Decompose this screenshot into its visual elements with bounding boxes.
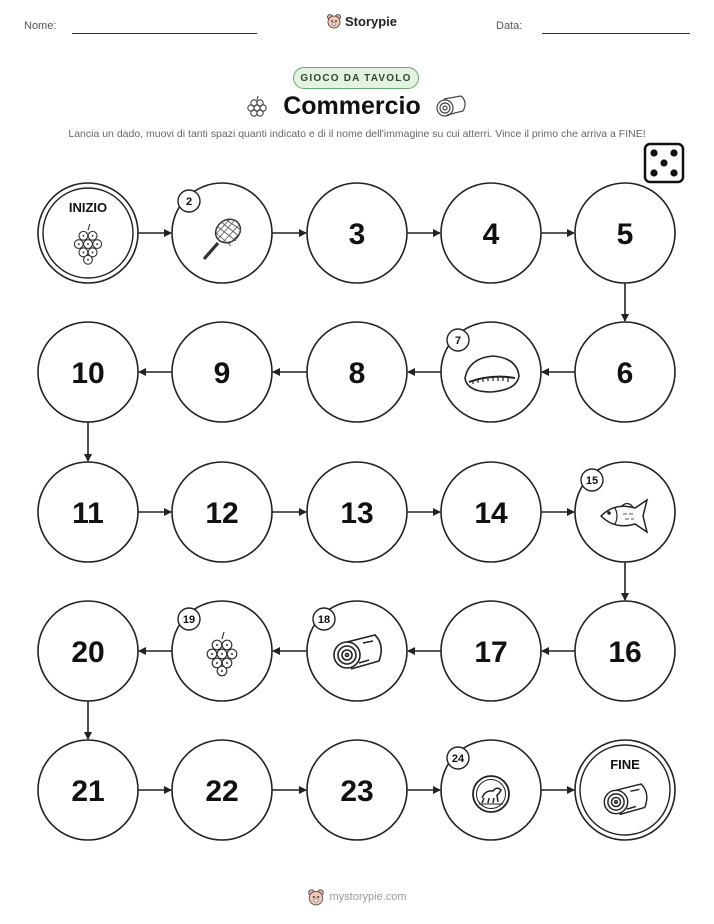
- board-space-12: [172, 462, 272, 562]
- space-number: 14: [474, 497, 508, 530]
- board-space-10: [38, 322, 138, 422]
- space-number: 3: [348, 218, 366, 251]
- space-number: 21: [71, 775, 105, 808]
- space-number: 20: [71, 636, 105, 669]
- board-space-13: [307, 462, 407, 562]
- footer-url: mystorypie.com: [329, 891, 407, 903]
- board-space-22: [172, 740, 272, 840]
- board-space-8: [307, 322, 407, 422]
- board-space-7: [441, 322, 541, 422]
- space-number-badge: 7: [454, 335, 462, 347]
- board-space-19: [172, 601, 272, 701]
- board-space-24: [441, 740, 541, 840]
- instructions: Lancia un dado, muovi di tanti spazi quanti indicato e di il nome dell'immagine su cui atterri. Vince il primo che arriva a FINE!: [68, 128, 646, 140]
- space-number: 4: [482, 218, 500, 251]
- space-number: 13: [340, 497, 374, 530]
- board-space-21: [38, 740, 138, 840]
- space-number: 22: [205, 775, 239, 808]
- board-space-16: [575, 601, 675, 701]
- name-label: Nome:: [24, 20, 57, 32]
- space-number: 10: [71, 357, 105, 390]
- board-space-18: [307, 601, 407, 701]
- date-label: Data:: [496, 20, 523, 32]
- board-space-14: [441, 462, 541, 562]
- space-number-badge: 2: [185, 196, 193, 208]
- space-number: 23: [340, 775, 374, 808]
- space-number: 5: [616, 218, 634, 251]
- brand-name: Storypie: [345, 13, 398, 29]
- coin-icon: [473, 776, 509, 812]
- start-label: INIZIO: [68, 200, 108, 215]
- bear-logo-icon: [307, 888, 325, 906]
- board-space-23: [307, 740, 407, 840]
- space-number: 8: [348, 357, 366, 390]
- space-number: 9: [213, 357, 231, 390]
- space-number: 6: [616, 357, 634, 390]
- space-number-badge: 24: [451, 753, 465, 765]
- space-number-badge: 19: [182, 614, 196, 626]
- space-number-badge: 18: [317, 614, 331, 626]
- board-space-9: [172, 322, 272, 422]
- category-badge: GIOCO DA TAVOLO: [293, 67, 419, 89]
- space-number: 17: [474, 636, 508, 669]
- board-space-11: [38, 462, 138, 562]
- board-space-6: [575, 322, 675, 422]
- start-space: [38, 183, 138, 283]
- space-number: 12: [205, 497, 239, 530]
- board-space-5: [575, 183, 675, 283]
- space-number-badge: 15: [585, 475, 599, 487]
- finish-label: FINE: [610, 757, 640, 772]
- board-space-15: [575, 462, 675, 562]
- board-space-2: [172, 183, 272, 283]
- space-number: 16: [608, 636, 642, 669]
- board-space-17: [441, 601, 541, 701]
- board-space-4: [441, 183, 541, 283]
- board-space-3: [307, 183, 407, 283]
- board-space-20: [38, 601, 138, 701]
- page-title: Commercio: [283, 92, 421, 120]
- footer: [0, 888, 714, 906]
- space-number: 11: [72, 497, 104, 530]
- finish-space: [575, 740, 675, 840]
